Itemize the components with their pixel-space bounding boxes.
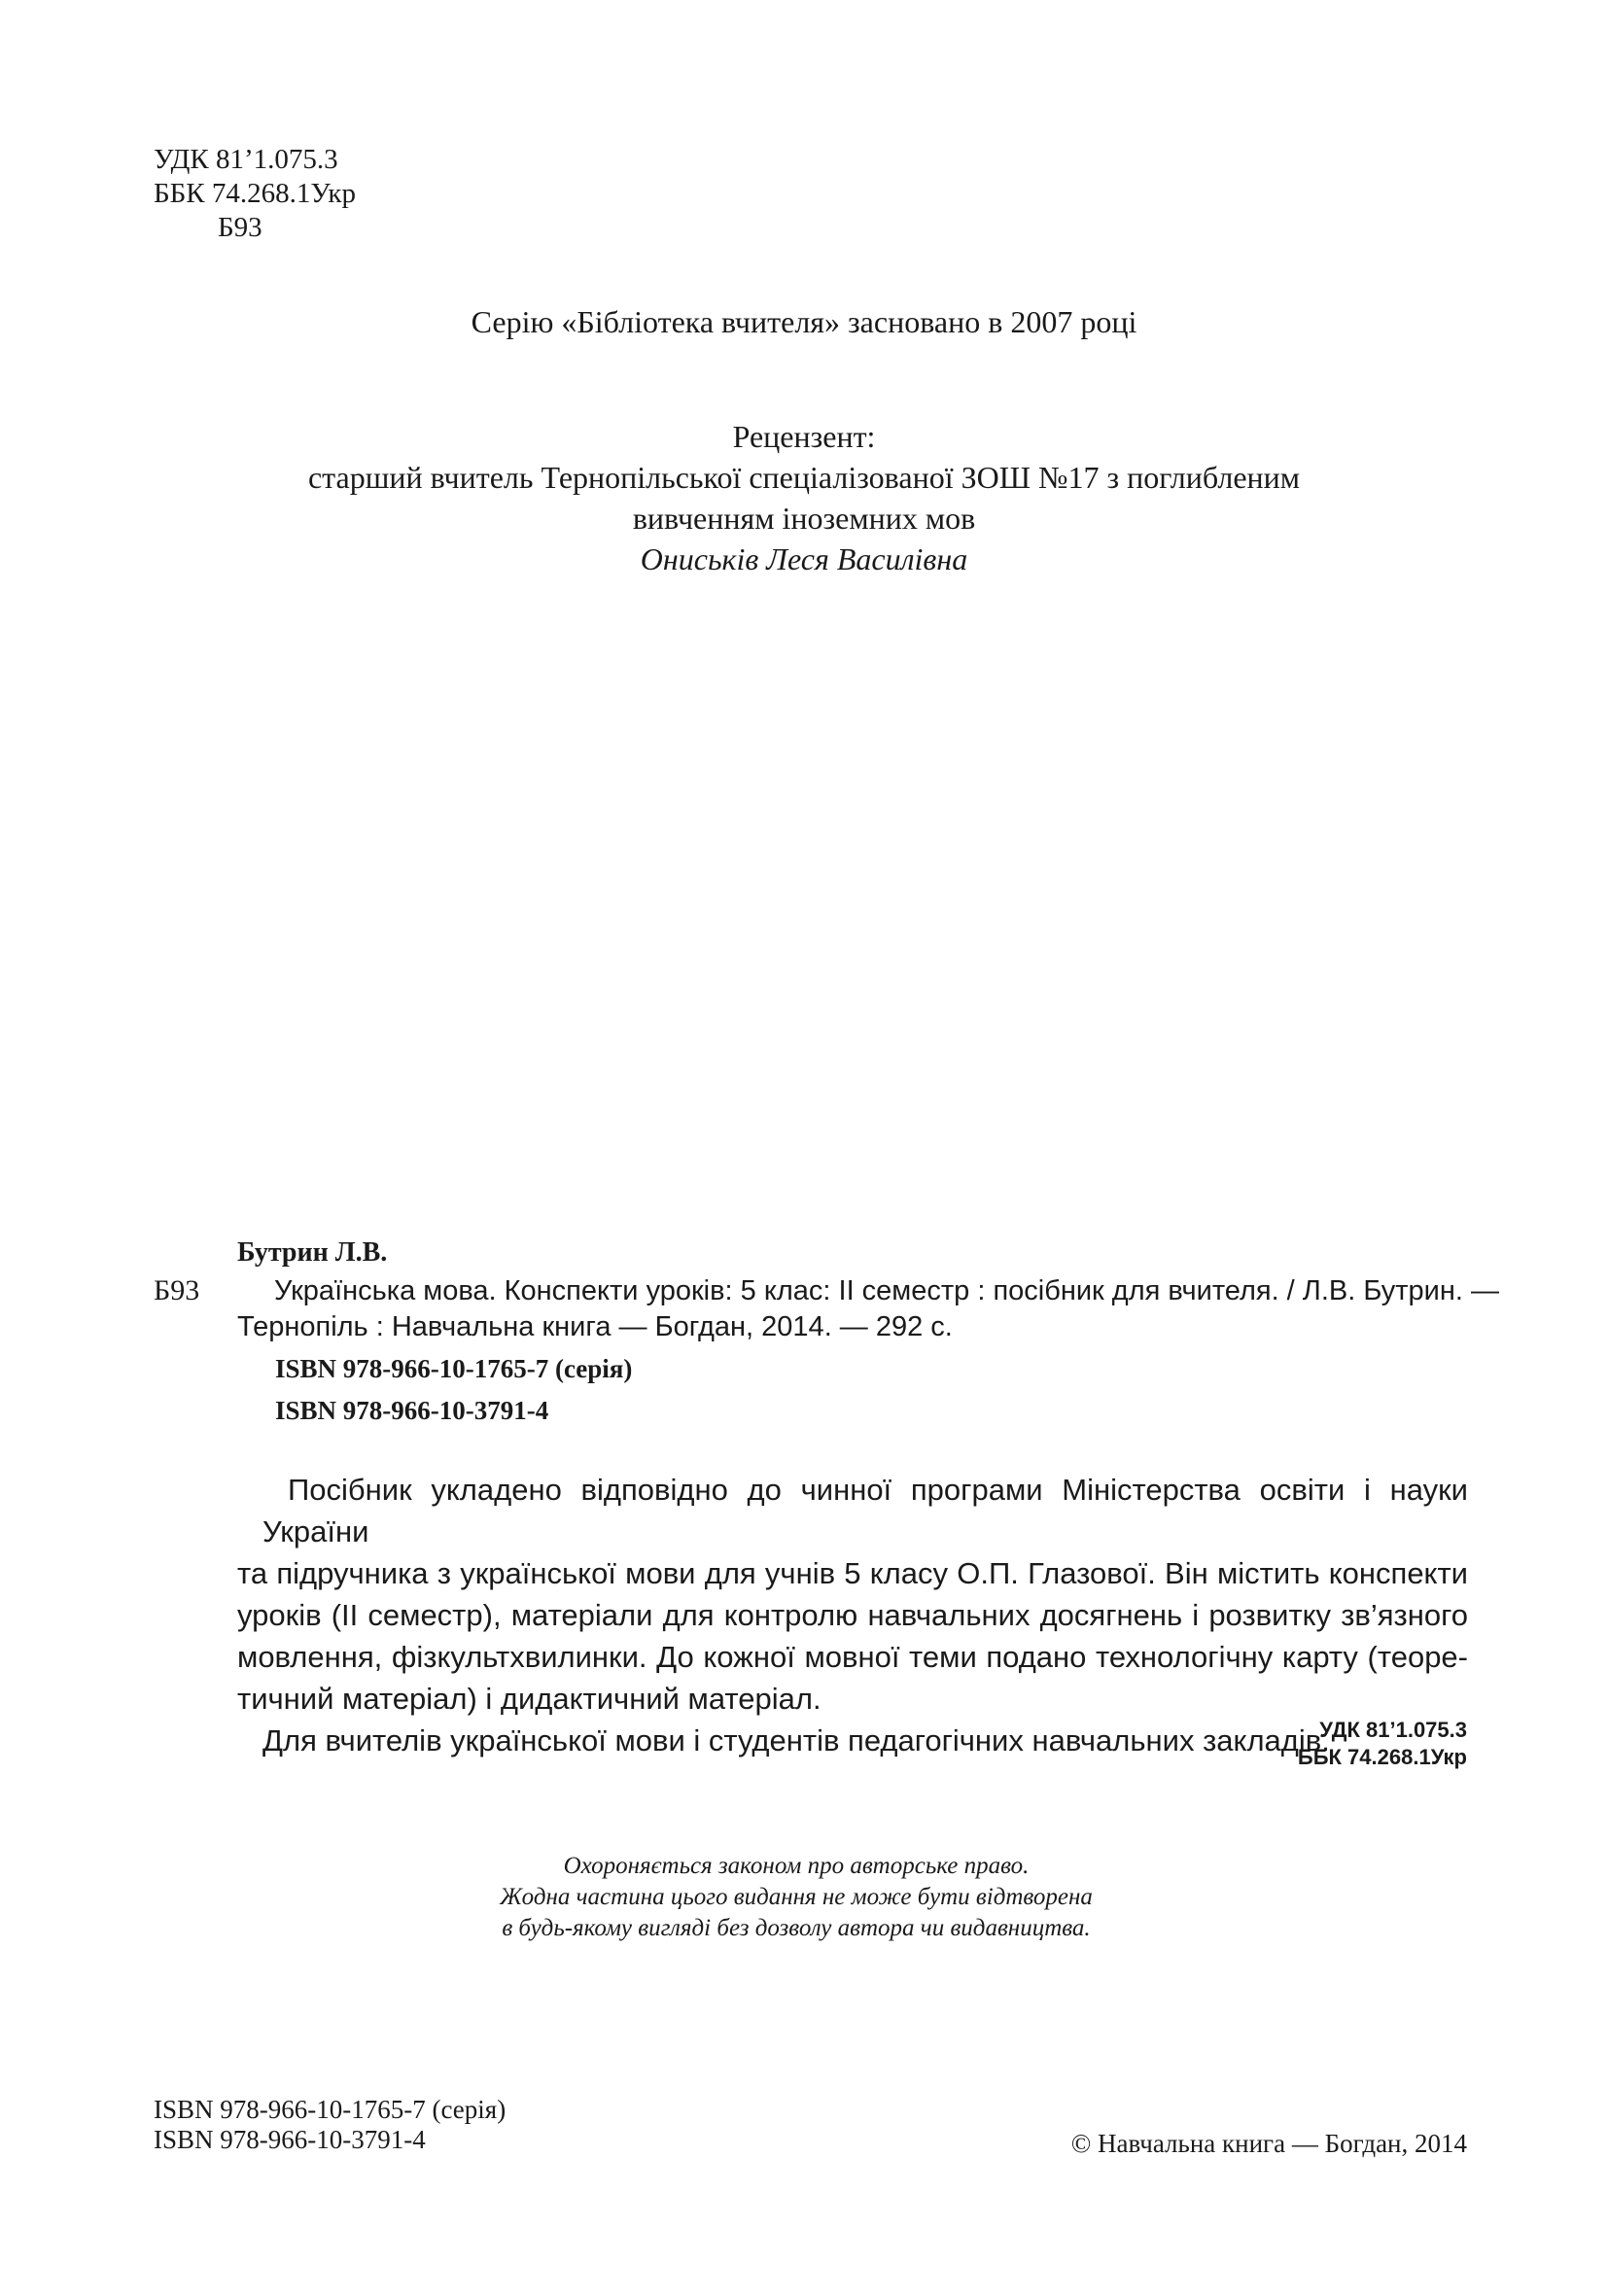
udk-code: УДК 81’1.075.3	[154, 144, 338, 175]
footer-isbn-series: ISBN 978-966-10-1765-7 (серія)	[154, 2095, 507, 2124]
author-mark: Б93	[218, 212, 262, 243]
bib-title-line2: Тернопіль : Навчальна книга — Богдан, 2014. — 292 с.	[237, 1311, 953, 1342]
annotation-line: тичний матеріал) і дидактичний матеріал.	[237, 1682, 821, 1716]
bib-isbn-book: ISBN 978-966-10-3791-4	[275, 1396, 549, 1425]
footer-copyright: © Навчальна книга — Богдан, 2014	[1070, 2129, 1467, 2158]
annotation	[237, 1469, 1468, 1761]
reviewer-position-line1: старший вчитель Тернопільської спеціалізованої ЗОШ №17 з поглибленим	[307, 460, 1301, 495]
bib-mark: Б93	[154, 1274, 200, 1306]
reviewer-name: Ониськів Леся Василівна	[640, 541, 968, 576]
copyright-notice-line3: в будь-якому вигляді без дозволу автора чи видавництва.	[502, 1915, 1091, 1941]
annotation-line: Посібник укладено відповідно до чинної програми Міністерства освіти і науки України	[262, 1473, 1468, 1548]
annotation-line: та підручника з української мови для учнів 5 класу О.П. Глазової. Він містить конспекти	[237, 1556, 1468, 1590]
bib-isbn-series: ISBN 978-966-10-1765-7 (серія)	[275, 1354, 633, 1383]
annotation-audience: Для вчителів української мови і студентів педагогічних навчальних закладів.	[262, 1723, 1330, 1757]
footer-isbn-book: ISBN 978-966-10-3791-4	[154, 2125, 426, 2154]
annotation-line: мовлення, фізкультхвилинки. До кожної мовної теми подано технологічну карту (теоре-	[237, 1640, 1468, 1674]
series-note: Серію «Бібліотека вчителя» засновано в 2007 році	[471, 304, 1137, 339]
annotation-line: уроків (ІІ семестр), матеріали для контролю навчальних досягнень і розвитку зв’язного	[237, 1598, 1468, 1632]
right-bbk-code: ББК 74.268.1Укр	[1297, 1745, 1467, 1769]
bbk-code: ББК 74.268.1Укр	[154, 178, 356, 209]
copyright-notice-line1: Охороняється законом про авторське право.	[563, 1853, 1030, 1879]
reviewer-heading: Рецензент:	[732, 419, 876, 454]
copyright-notice-line2: Жодна частина цього видання не може бути відтворена	[500, 1884, 1093, 1910]
bib-title-line1: Українська мова. Конспекти уроків: 5 клас: ІІ семестр : посібник для вчителя. / Л.В. Бутрин. —	[274, 1275, 1499, 1306]
reviewer-position-line2: вивченням іноземних мов	[632, 501, 976, 536]
bib-author: Бутрин Л.В.	[237, 1237, 388, 1268]
right-udk-code: УДК 81’1.075.3	[1319, 1718, 1467, 1742]
